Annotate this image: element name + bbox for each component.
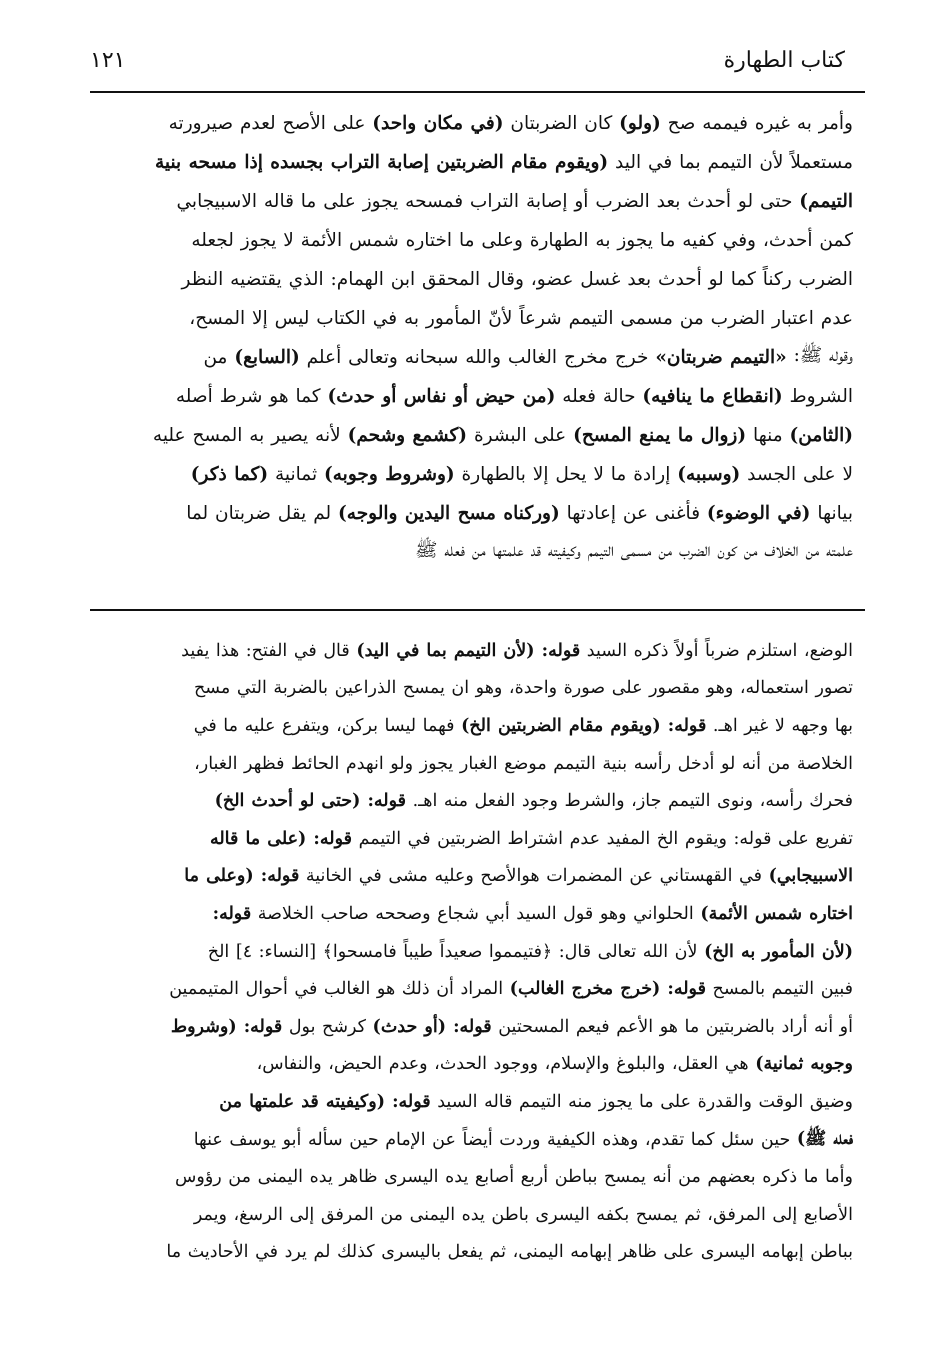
text-segment: ثمانية xyxy=(268,464,325,485)
commentary-line xyxy=(80,858,853,896)
text-segment: بباطن إبهامه اليسرى على ظاهر إبهامه اليمنى، ثم يفعل باليسرى كذلك لم يرد في الأحاديث ما xyxy=(166,1242,853,1263)
text-segment: الأصابع إلى المرفق، ثم يمسح بكفه اليسرى باطن يده اليمنى من المرفق إلى الرسغ، ويمر xyxy=(193,1204,853,1225)
page-number: ١٢١ xyxy=(90,47,126,73)
text-line xyxy=(80,182,853,221)
bold-text-segment: (لأن التيمم بما في اليد) xyxy=(356,640,535,661)
bold-text-segment: قوله: (أو حدث) xyxy=(372,1016,492,1037)
text-segment: منها xyxy=(746,425,790,446)
commentary-line xyxy=(80,1234,853,1272)
commentary-line xyxy=(80,1121,853,1159)
text-segment: في القهستاني عن المضمرات هوالأصح وعليه مشى في الخانية xyxy=(299,866,769,887)
bold-text-segment: التيمم) xyxy=(799,191,853,212)
text-segment: كان الضربتان xyxy=(503,113,620,134)
footnote-separator xyxy=(90,609,865,611)
commentary-line xyxy=(80,1046,853,1084)
bold-text-segment: قوله: xyxy=(212,903,252,924)
text-segment: كمن أحدث، وفي كفيه ما يجوز به الطهارة وعلى ما اختاره شمس الأئمة لا يجوز لجعله xyxy=(191,230,853,251)
text-segment: تصور استعماله، وهو مقصور على صورة واحدة، وهو ان يمسح الذراعين بالضربة التي مسح xyxy=(193,678,853,699)
bold-text-segment: (السابع) xyxy=(234,347,300,368)
commentary-line xyxy=(80,820,853,858)
bold-text-segment: قوله: (وشروط xyxy=(170,1016,283,1037)
bold-text-segment: قوله: (خرج مخرج الغالب) xyxy=(509,979,706,1000)
bold-text-segment: وجوبه ثمانية) xyxy=(755,1054,853,1075)
text-segment: كرشح بول xyxy=(282,1016,373,1037)
commentary-line xyxy=(80,1158,853,1196)
commentary-line xyxy=(80,970,853,1008)
text-line xyxy=(80,338,853,377)
text-line xyxy=(80,260,853,299)
text-segment: فحرك رأسه، ونوى التيمم جاز، والشرط وجود الفعل منه اهـ. xyxy=(406,791,853,812)
text-segment: وقوله ﷺ: xyxy=(786,344,853,366)
commentary-line xyxy=(80,670,853,708)
text-segment: كما هو شرط أصله xyxy=(175,386,328,407)
bold-text-segment: (من حيض أو نفاس أو حدث) xyxy=(327,386,556,407)
commentary-text xyxy=(80,632,853,1271)
commentary-line xyxy=(80,707,853,745)
commentary-line xyxy=(80,782,853,820)
commentary-line xyxy=(80,1083,853,1121)
bold-text-segment: فعله ﷺ) xyxy=(796,1128,853,1149)
bold-text-segment: الاسبيجابي) xyxy=(768,866,853,887)
running-header xyxy=(90,40,845,80)
text-segment: مستعملاً لأن التيمم بما في اليد xyxy=(608,152,853,173)
text-segment: لا على الجسد xyxy=(740,464,853,485)
bold-text-segment: (زوال ما يمنع المسح) xyxy=(573,425,747,446)
text-line xyxy=(80,533,853,572)
text-segment: عدم اعتبار الضرب من مسمى التيمم شرعاً لأنّ المأمور به في الكتاب ليس إلا المسح، xyxy=(189,308,853,329)
commentary-line xyxy=(80,933,853,971)
text-segment: إرادة ما لا يحل إلا بالطهارة xyxy=(454,464,678,485)
header-rule xyxy=(90,91,865,93)
text-segment: بها وجهه لا غير اهـ. xyxy=(706,715,853,736)
commentary-line xyxy=(80,632,853,670)
text-segment: خرج مخرج الغالب والله سبحانه وتعالى أعلم xyxy=(299,347,656,368)
chapter-title: كتاب الطهارة xyxy=(723,47,845,73)
text-segment: الوضع، استلزم ضرباً أولاً ذكره السيد xyxy=(580,640,853,661)
bold-text-segment: (لأن المأمور به الخ) xyxy=(704,941,853,962)
bold-text-segment: (كشمع وشحم) xyxy=(347,425,468,446)
bold-text-segment: (ولو) xyxy=(619,113,661,134)
text-segment: حتى لو أحدث بعد الضرب أو إصابة التراب فمسحه يجوز على ما قاله الاسبيجابي xyxy=(176,191,800,212)
bold-text-segment: (ويقوم مقام الضربتين إصابة التراب بجسده إذا مسحه بنية xyxy=(154,152,609,173)
text-segment: المراد أن ذلك هو الغالب في أحوال المتيممين xyxy=(169,979,510,1000)
text-line xyxy=(80,377,853,416)
text-segment: فهما ليسا بركن، ويتفرع عليه ما في xyxy=(193,715,462,736)
bold-text-segment: قوله: (ويقوم مقام الضربتين الخ) xyxy=(461,715,707,736)
commentary-line xyxy=(80,895,853,933)
text-segment: على البشرة xyxy=(467,425,574,446)
commentary-line xyxy=(80,1196,853,1234)
text-line xyxy=(80,494,853,533)
text-line xyxy=(80,104,853,143)
text-segment: من xyxy=(203,347,235,368)
text-line xyxy=(80,221,853,260)
text-segment: تفريع على قوله: ويقوم الخ المفيد عدم اشتراط الضربتين في التيمم xyxy=(352,828,853,849)
text-segment: هي العقل، والبلوغ والإسلام، ووجود الحدث، وعدم الحيض، والنفاس، xyxy=(256,1054,756,1075)
bold-text-segment: (في الوضوء) xyxy=(706,503,811,524)
bold-text-segment: (الثامن) xyxy=(789,425,853,446)
text-segment: الشروط xyxy=(782,386,853,407)
bold-text-segment: قوله: (حتى لو أحدث الخ) xyxy=(214,791,407,812)
text-segment: لأن الله تعالى قال: ﴿فتيمموا صعيداً طيباً فامسحوا﴾ [النساء: ٤] الخ xyxy=(207,941,705,962)
bold-text-segment: (وركناه مسح اليدين والوجه) xyxy=(338,503,560,524)
text-segment: أو أنه أراد بالضربتين ما هو الأعم فيعم المسحتين xyxy=(491,1016,853,1037)
text-segment: وضيق الوقت والقدرة على ما يجوز منه التيمم قاله السيد xyxy=(430,1091,853,1112)
text-segment: الحلواني وهو قول السيد أبي شجاع وصححه صاحب الخلاصة xyxy=(251,903,701,924)
bold-text-segment: (وشروط وجوبه) xyxy=(324,464,455,485)
text-segment: فبين التيمم بالمسح xyxy=(705,979,853,1000)
bold-text-segment: (وسببه) xyxy=(677,464,741,485)
text-segment: علمته من الخلاف من كون الضرب من مسمى التيمم وكيفيته قد علمتها من فعله ﷺ xyxy=(415,539,853,561)
bold-text-segment: اختاره شمس الأئمة) xyxy=(700,903,853,924)
bold-text-segment: (في مكان واحد) xyxy=(372,113,504,134)
text-segment: حين سئل كما تقدم، وهذه الكيفية وردت أيضاً عن الإمام حين سأله أبو يوسف عنها xyxy=(193,1129,797,1150)
text-line xyxy=(80,455,853,494)
commentary-line xyxy=(80,745,853,783)
text-segment: حالة فعله xyxy=(555,386,643,407)
text-segment: على الأصح لعدم صيرورته xyxy=(168,113,373,134)
bold-text-segment: (انقطاع ما ينافيه) xyxy=(642,386,783,407)
text-segment: بيانها xyxy=(810,503,853,524)
text-line xyxy=(80,299,853,338)
bold-text-segment: قوله: (وكيفيته قد علمتها من xyxy=(219,1091,431,1112)
text-segment: لأنه يصير به المسح عليه xyxy=(152,425,348,446)
bold-text-segment: «التيمم ضربتان» xyxy=(655,347,787,368)
text-segment: فأغنى عن إعادتها xyxy=(559,503,707,524)
bold-text-segment: قوله: xyxy=(534,640,581,661)
text-segment: وأمر به غيره فيممه صح xyxy=(660,113,853,134)
main-text xyxy=(80,104,853,572)
text-segment: الضرب ركناً كما لو أحدث بعد غسل عضو، وقال المحقق ابن الهمام: الذي يقتضيه النظر xyxy=(181,269,853,290)
text-segment: قال في الفتح: هذا يفيد xyxy=(181,640,357,661)
bold-text-segment: قوله: (وعلى ما xyxy=(184,866,300,887)
bold-text-segment: (كما ذكر) xyxy=(190,464,269,485)
text-line xyxy=(80,143,853,182)
text-segment: لم يقل ضربتان لما xyxy=(186,503,339,524)
commentary-line xyxy=(80,1008,853,1046)
bold-text-segment: قوله: (على ما قاله xyxy=(209,828,353,849)
text-segment: الخلاصة من أنه لو أدخل رأسه بنية التيمم موضع الغبار يجوز ولو انهدم الحائط فظهر الغبار، xyxy=(194,753,853,774)
text-line xyxy=(80,416,853,455)
text-segment: وأما ما ذكره بعضهم من أنه يمسح بباطن أربع أصابع يده اليسرى ظاهر يده اليمنى من رؤوس xyxy=(175,1167,853,1188)
